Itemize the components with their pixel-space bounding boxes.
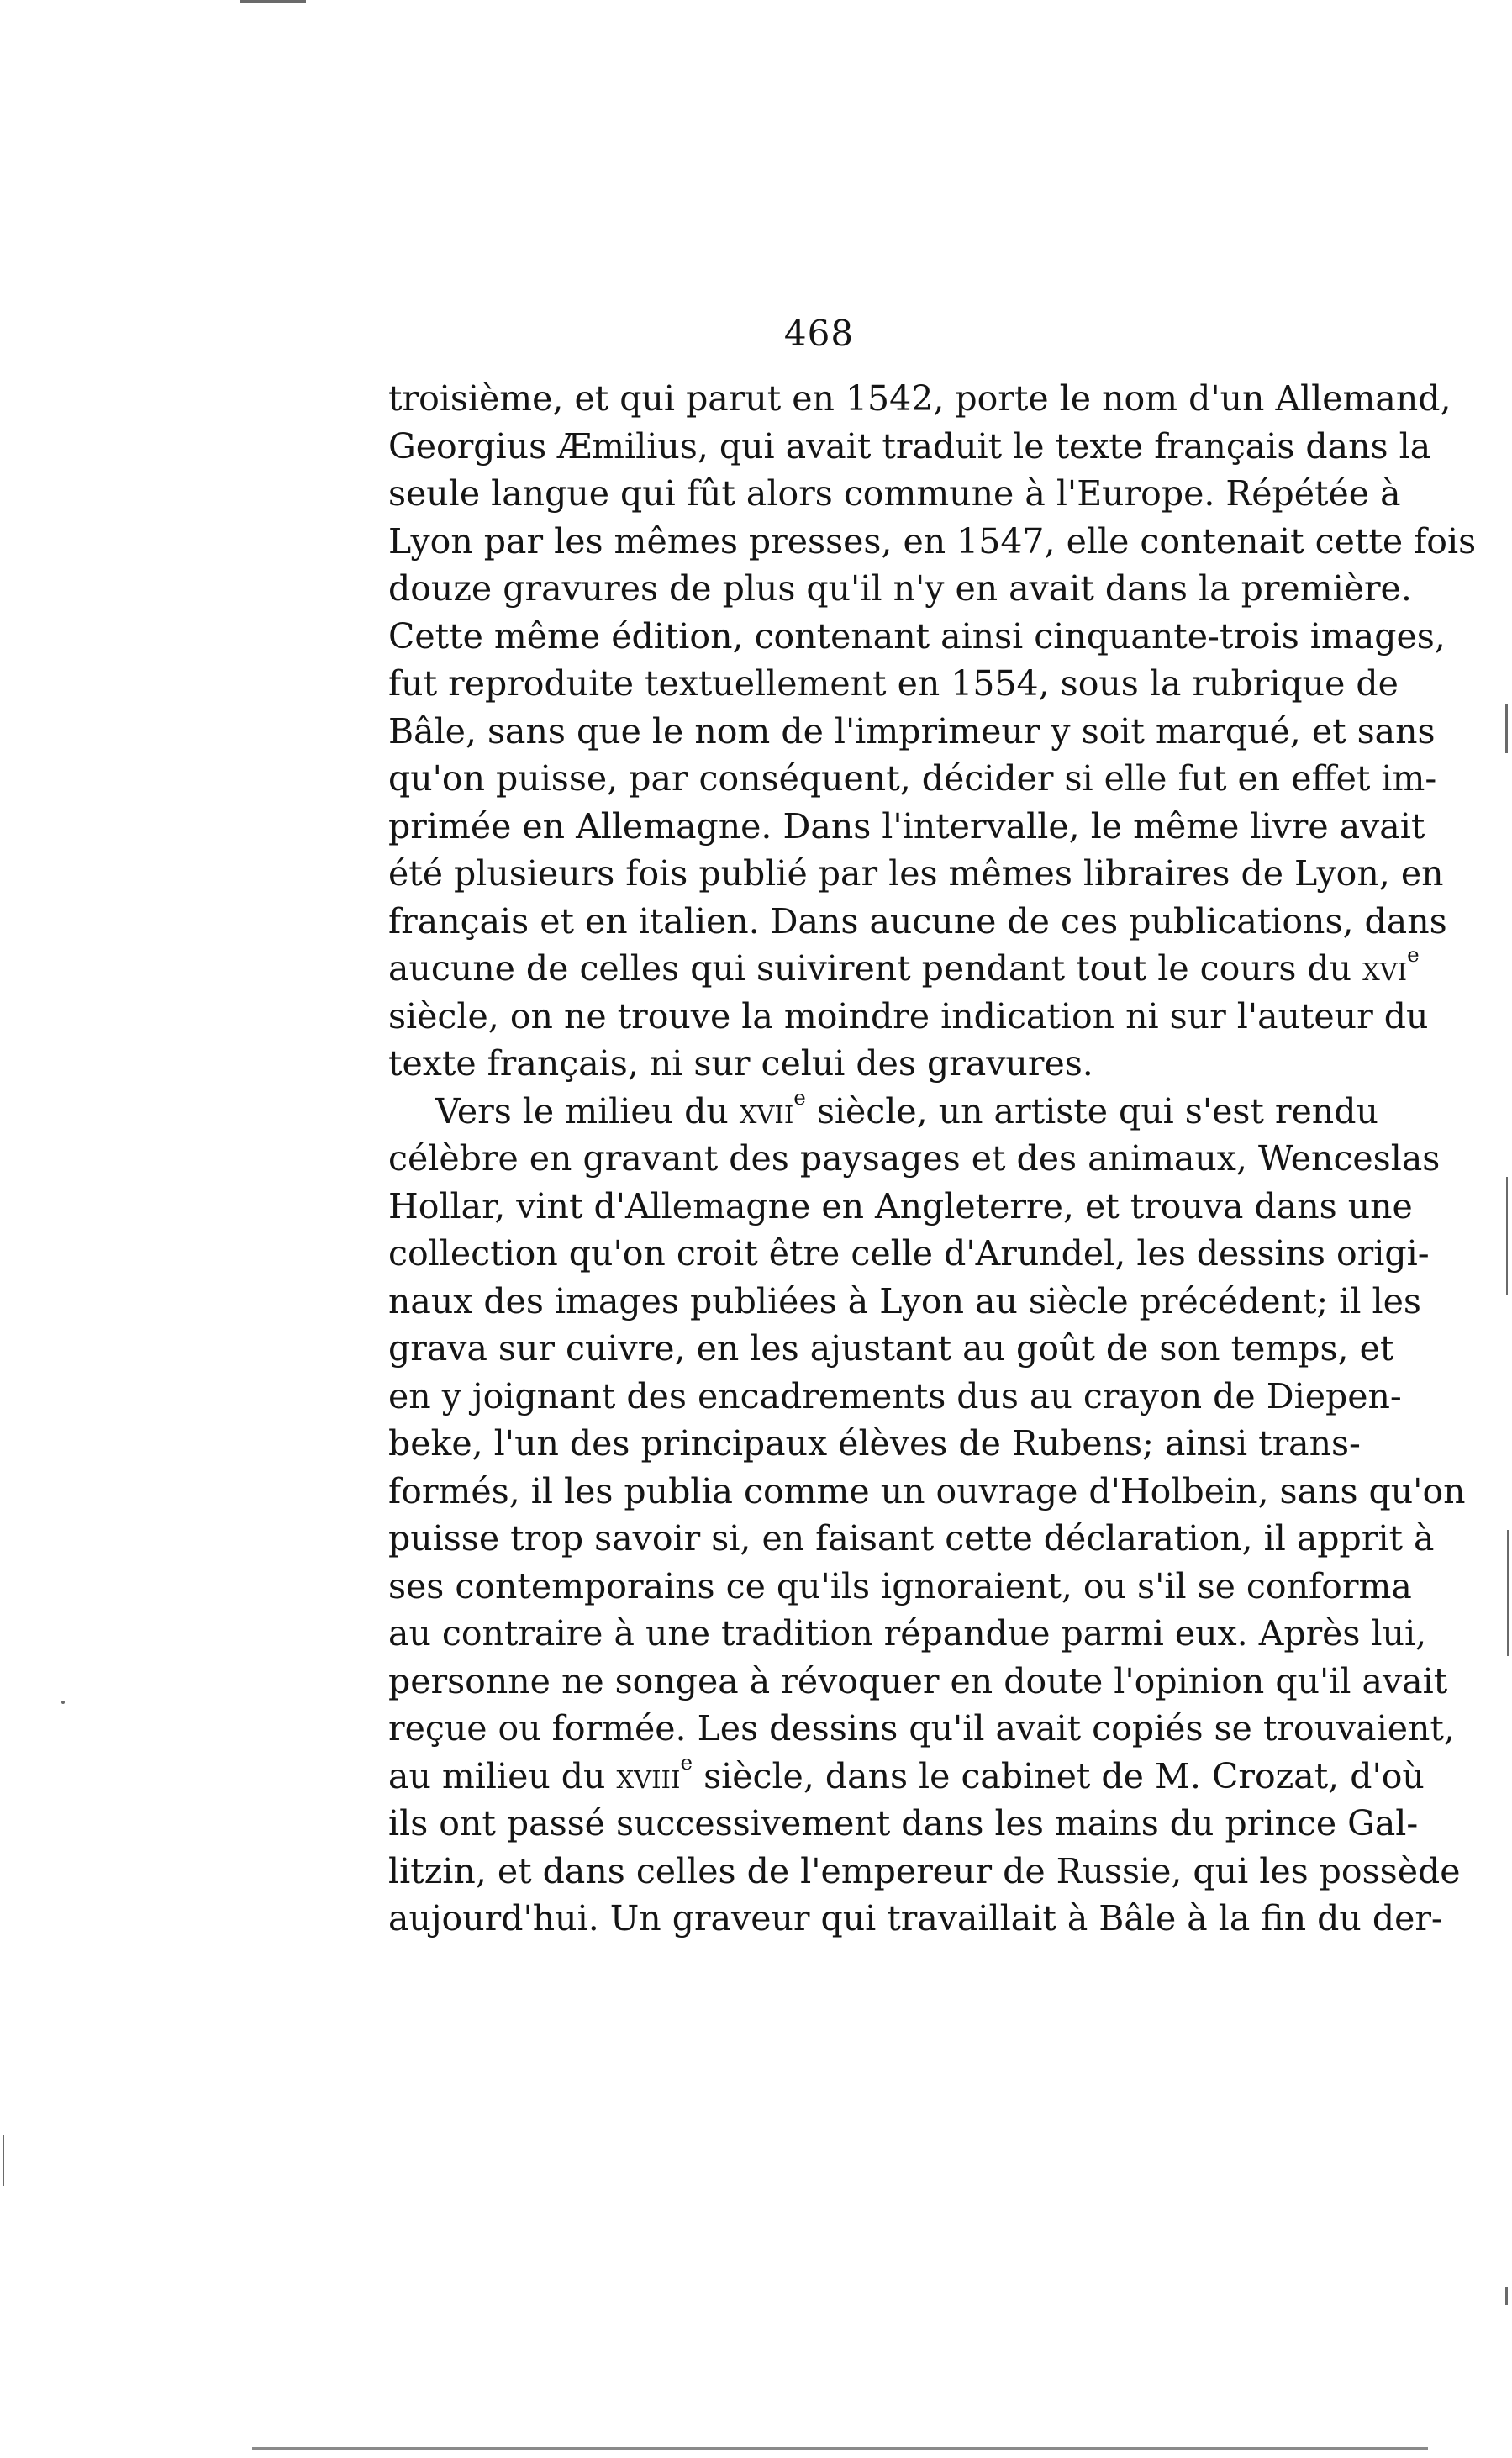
scan-mark-left — [3, 2135, 4, 2186]
text-segment: Vers le milieu du — [435, 1090, 740, 1131]
text-line: siècle, on ne trouve la moindre indication ni sur l'auteur du — [388, 995, 1429, 1036]
page-number: 468 — [783, 313, 855, 354]
text-line — [388, 1084, 1378, 1136]
text-line: primée en Allemagne. Dans l'intervalle, le même livre avait — [388, 805, 1425, 847]
text-line: texte français, ni sur celui des gravures. — [388, 1043, 1093, 1084]
text-line: grava sur cuivre, en les ajustant au goût de son temps, et — [388, 1328, 1394, 1369]
text-line: au contraire à une tradition répandue parmi eux. Après lui, — [388, 1613, 1427, 1654]
text-segment: siècle, un artiste qui s'est rendu — [805, 1090, 1378, 1131]
text-line: seule langue qui fût alors commune à l'Europe. Répétée à — [388, 473, 1401, 514]
text-line: Lyon par les mêmes presses, en 1547, elle contenait cette fois — [388, 520, 1477, 562]
text-line: naux des images publiées à Lyon au siècle précédent; il les — [388, 1280, 1421, 1321]
scan-mark-right-1 — [1505, 704, 1508, 753]
scan-mark-bottom — [252, 2447, 1428, 2450]
scan-mark-right-2 — [1506, 1177, 1508, 1295]
text-line: été plusieurs fois publié par les mêmes libraires de Lyon, en — [388, 853, 1444, 894]
text-line: qu'on puisse, par conséquent, décider si elle fut en effet im- — [388, 758, 1437, 799]
scan-mark-top — [240, 0, 306, 3]
scan-dot — [61, 1701, 65, 1704]
superscript: e — [680, 1749, 693, 1775]
text-line: puisse trop savoir si, en faisant cette déclaration, il apprit à — [388, 1518, 1435, 1559]
text-line: Hollar, vint d'Allemagne en Angleterre, et trouva dans une — [388, 1185, 1413, 1226]
text-line: troisième, et qui parut en 1542, porte le nom d'un Allemand, — [388, 378, 1451, 419]
body-text — [388, 375, 1477, 1943]
text-segment: au milieu du — [388, 1755, 617, 1796]
text-line: collection qu'on croit être celle d'Arundel, les dessins origi- — [388, 1233, 1430, 1274]
text-line: beke, l'un des principaux élèves de Rubens; ainsi trans- — [388, 1423, 1361, 1464]
text-line: Cette même édition, contenant ainsi cinquante-trois images, — [388, 615, 1446, 657]
text-line: en y joignant des encadrements dus au crayon de Diepen- — [388, 1375, 1402, 1416]
text-line: ils ont passé successivement dans les mains du prince Gal- — [388, 1803, 1419, 1844]
superscript: e — [1407, 942, 1420, 967]
text-line: fut reproduite textuellement en 1554, sous la rubrique de — [388, 663, 1399, 704]
text-line: aujourd'hui. Un graveur qui travaillait à Bâle à la fin du der- — [388, 1898, 1443, 1938]
text-line: français et en italien. Dans aucune de ces publications, dans — [388, 900, 1447, 942]
text-line: célèbre en gravant des paysages et des animaux, Wenceslas — [388, 1138, 1441, 1179]
text-line — [388, 942, 1420, 993]
text-segment: siècle, dans le cabinet de M. Crozat, d'où — [693, 1755, 1425, 1796]
superscript: e — [793, 1084, 806, 1110]
text-line: ses contemporains ce qu'ils ignoraient, ou s'il se conforma — [388, 1565, 1412, 1606]
text-line: Bâle, sans que le nom de l'imprimeur y soit marqué, et sans — [388, 710, 1436, 752]
text-line: formés, il les publia comme un ouvrage d'Holbein, sans qu'on — [388, 1470, 1466, 1511]
scan-mark-right-3 — [1507, 1530, 1509, 1656]
century-numeral: xvii — [739, 1090, 794, 1131]
century-numeral: xvi — [1362, 948, 1408, 989]
text-line: litzin, et dans celles de l'empereur de Russie, qui les possède — [388, 1850, 1461, 1891]
text-line — [388, 1749, 1425, 1801]
century-numeral: xviii — [616, 1755, 681, 1796]
text-segment: aucune de celles qui suivirent pendant tout le cours du — [388, 948, 1363, 989]
text-line: Georgius Æmilius, qui avait traduit le texte français dans la — [388, 425, 1431, 467]
paragraph-1 — [388, 375, 1477, 1088]
text-line: reçue ou formée. Les dessins qu'il avait copiés se trouvaient, — [388, 1708, 1455, 1749]
scan-mark-right-4 — [1505, 2287, 1508, 2305]
text-line: personne ne songea à révoquer en doute l'opinion qu'il avait — [388, 1660, 1448, 1701]
paragraph-2 — [388, 1084, 1466, 1943]
text-line: douze gravures de plus qu'il n'y en avait dans la première. — [388, 568, 1412, 609]
